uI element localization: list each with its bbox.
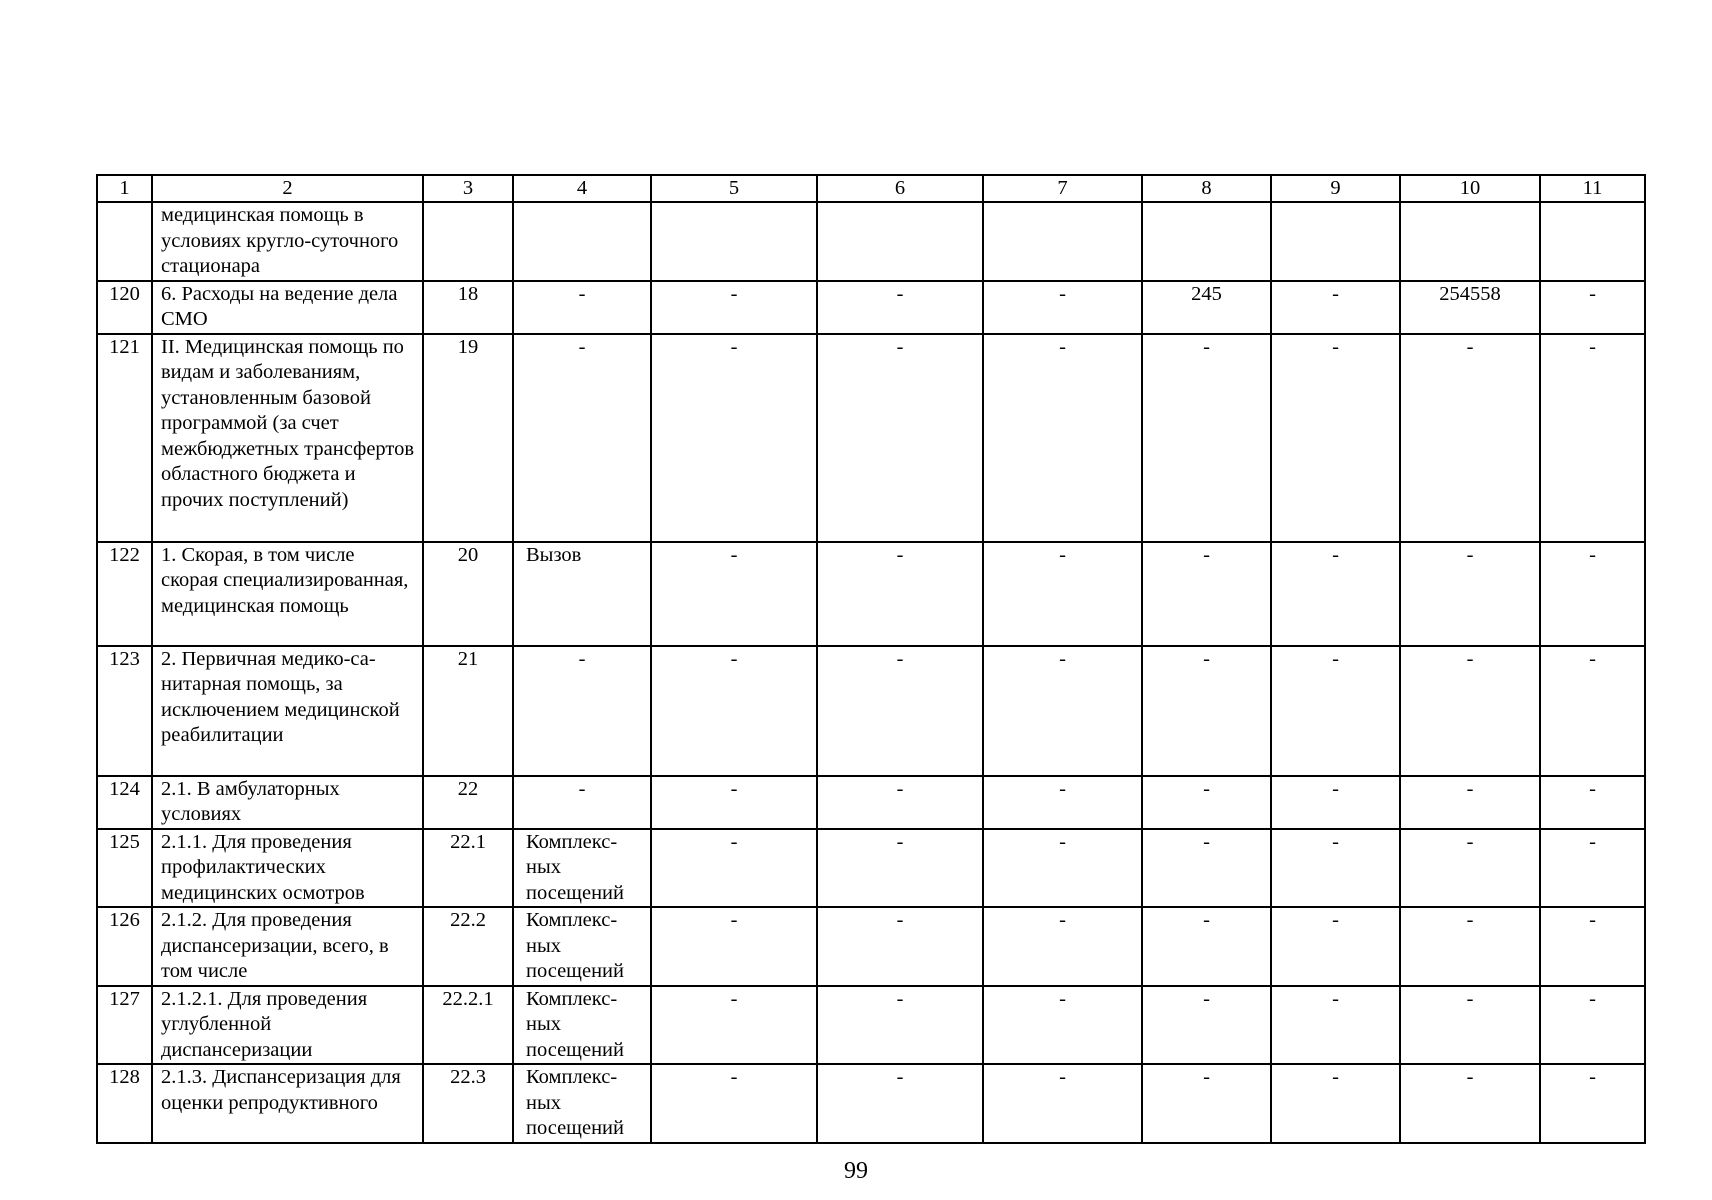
- row-name: медицинская помощь в условиях кругло-суточного стационара: [152, 202, 423, 281]
- table-row: [97, 1064, 1645, 1143]
- cell-col8: -: [1142, 986, 1271, 1065]
- row-number: 122: [97, 542, 152, 646]
- cell-col8: -: [1142, 776, 1271, 829]
- row-number: 121: [97, 334, 152, 542]
- cell-col7: -: [983, 776, 1142, 829]
- row-number: 128: [97, 1064, 152, 1143]
- cell-col11: -: [1540, 776, 1645, 829]
- cell-col5: -: [651, 986, 817, 1065]
- cell-col9: -: [1271, 1064, 1400, 1143]
- cell-col10: -: [1400, 1064, 1540, 1143]
- cell-col10: -: [1400, 907, 1540, 986]
- row-unit: Комплекс-ных посещений: [513, 829, 651, 908]
- row-number: 120: [97, 281, 152, 334]
- cell-col9: -: [1271, 776, 1400, 829]
- row-unit: -: [513, 281, 651, 334]
- row-unit: Комплекс-ных посещений: [513, 907, 651, 986]
- column-header: 7: [983, 175, 1142, 202]
- row-code: 19: [423, 334, 513, 542]
- row-number: [97, 202, 152, 281]
- row-number: 125: [97, 829, 152, 908]
- cell-col7: -: [983, 907, 1142, 986]
- cell-col5: -: [651, 646, 817, 776]
- row-code: 21: [423, 646, 513, 776]
- column-header: 11: [1540, 175, 1645, 202]
- cell-col9: -: [1271, 281, 1400, 334]
- column-header: 4: [513, 175, 651, 202]
- row-code: 20: [423, 542, 513, 646]
- cell-col9: -: [1271, 542, 1400, 646]
- header-row: [97, 175, 1645, 202]
- row-name: 6. Расходы на ведение дела СМО: [152, 281, 423, 334]
- row-name: 2.1.3. Диспансеризация для оценки репродуктивного: [152, 1064, 423, 1143]
- cell-col10: -: [1400, 986, 1540, 1065]
- cell-col9: -: [1271, 907, 1400, 986]
- table-row: [97, 646, 1645, 776]
- cell-col10: -: [1400, 542, 1540, 646]
- cell-col6: [817, 202, 983, 281]
- row-unit: [513, 202, 651, 281]
- cell-col6: -: [817, 907, 983, 986]
- row-code: 22.2.1: [423, 986, 513, 1065]
- row-code: 18: [423, 281, 513, 334]
- cell-col5: -: [651, 1064, 817, 1143]
- cell-col8: -: [1142, 1064, 1271, 1143]
- cell-col10: [1400, 202, 1540, 281]
- table-row: [97, 334, 1645, 542]
- table-row: [97, 907, 1645, 986]
- row-code: 22.1: [423, 829, 513, 908]
- cell-col7: -: [983, 281, 1142, 334]
- row-unit: -: [513, 646, 651, 776]
- row-code: 22: [423, 776, 513, 829]
- cell-col11: -: [1540, 829, 1645, 908]
- cell-col11: [1540, 202, 1645, 281]
- cell-col10: 254558: [1400, 281, 1540, 334]
- cell-col7: -: [983, 1064, 1142, 1143]
- row-number: 127: [97, 986, 152, 1065]
- cell-col11: -: [1540, 646, 1645, 776]
- cell-col9: -: [1271, 334, 1400, 542]
- row-name: 2.1.2. Для проведения диспансеризации, всего, в том числе: [152, 907, 423, 986]
- cell-col8: -: [1142, 907, 1271, 986]
- cell-col5: -: [651, 281, 817, 334]
- column-header: 6: [817, 175, 983, 202]
- cell-col9: -: [1271, 646, 1400, 776]
- cell-col6: -: [817, 334, 983, 542]
- cell-col8: 245: [1142, 281, 1271, 334]
- cell-col8: [1142, 202, 1271, 281]
- cell-col8: -: [1142, 334, 1271, 542]
- cell-col6: -: [817, 542, 983, 646]
- column-header: 2: [152, 175, 423, 202]
- cell-col11: -: [1540, 334, 1645, 542]
- row-code: [423, 202, 513, 281]
- column-header: 1: [97, 175, 152, 202]
- cell-col6: -: [817, 986, 983, 1065]
- cell-col5: -: [651, 829, 817, 908]
- cell-col8: -: [1142, 829, 1271, 908]
- cell-col5: -: [651, 776, 817, 829]
- row-code: 22.3: [423, 1064, 513, 1143]
- cell-col10: -: [1400, 829, 1540, 908]
- table-row: [97, 281, 1645, 334]
- row-name: II. Медицинская помощь по видам и заболеваниям, установленным базовой программой (за счет межбюджетных трансфертов областного бюджета и прочих поступлений): [152, 334, 423, 542]
- cell-col11: -: [1540, 1064, 1645, 1143]
- table-row: [97, 776, 1645, 829]
- cell-col6: -: [817, 281, 983, 334]
- cell-col6: -: [817, 1064, 983, 1143]
- cell-col5: -: [651, 334, 817, 542]
- row-unit: Вызов: [513, 542, 651, 646]
- cell-col10: -: [1400, 646, 1540, 776]
- row-name: 2.1. В амбулаторных условиях: [152, 776, 423, 829]
- row-unit: Комплекс-ных посещений: [513, 986, 651, 1065]
- row-unit: -: [513, 776, 651, 829]
- cell-col6: -: [817, 829, 983, 908]
- column-header: 5: [651, 175, 817, 202]
- cell-col7: -: [983, 829, 1142, 908]
- table-row: [97, 202, 1645, 281]
- cell-col7: -: [983, 986, 1142, 1065]
- table-row: [97, 986, 1645, 1065]
- cell-col6: -: [817, 776, 983, 829]
- cell-col8: -: [1142, 646, 1271, 776]
- cell-col10: -: [1400, 334, 1540, 542]
- cell-col5: -: [651, 907, 817, 986]
- cell-col11: -: [1540, 281, 1645, 334]
- cell-col5: -: [651, 542, 817, 646]
- table-row: [97, 829, 1645, 908]
- cell-col11: -: [1540, 542, 1645, 646]
- cell-col6: -: [817, 646, 983, 776]
- row-number: 126: [97, 907, 152, 986]
- cell-col11: -: [1540, 986, 1645, 1065]
- row-code: 22.2: [423, 907, 513, 986]
- cell-col10: -: [1400, 776, 1540, 829]
- cell-col9: -: [1271, 829, 1400, 908]
- cell-col7: -: [983, 542, 1142, 646]
- cell-col8: -: [1142, 542, 1271, 646]
- data-table: [96, 174, 1646, 1144]
- cell-col5: [651, 202, 817, 281]
- cell-col9: -: [1271, 986, 1400, 1065]
- row-name: 2.1.2.1. Для проведения углубленной диспансеризации: [152, 986, 423, 1065]
- row-name: 2. Первичная медико-са-нитарная помощь, за исключением медицинской реабилитации: [152, 646, 423, 776]
- row-number: 123: [97, 646, 152, 776]
- cell-col7: -: [983, 334, 1142, 542]
- page-number: 99: [844, 1158, 868, 1184]
- row-name: 2.1.1. Для проведения профилактических медицинских осмотров: [152, 829, 423, 908]
- row-unit: -: [513, 334, 651, 542]
- row-unit: Комплекс-ных посещений: [513, 1064, 651, 1143]
- cell-col9: [1271, 202, 1400, 281]
- column-header: 8: [1142, 175, 1271, 202]
- row-number: 124: [97, 776, 152, 829]
- column-header: 9: [1271, 175, 1400, 202]
- column-header: 10: [1400, 175, 1540, 202]
- table-row: [97, 542, 1645, 646]
- cell-col7: [983, 202, 1142, 281]
- cell-col11: -: [1540, 907, 1645, 986]
- cell-col7: -: [983, 646, 1142, 776]
- row-name: 1. Скорая, в том числе скорая специализированная, медицинская помощь: [152, 542, 423, 646]
- column-header: 3: [423, 175, 513, 202]
